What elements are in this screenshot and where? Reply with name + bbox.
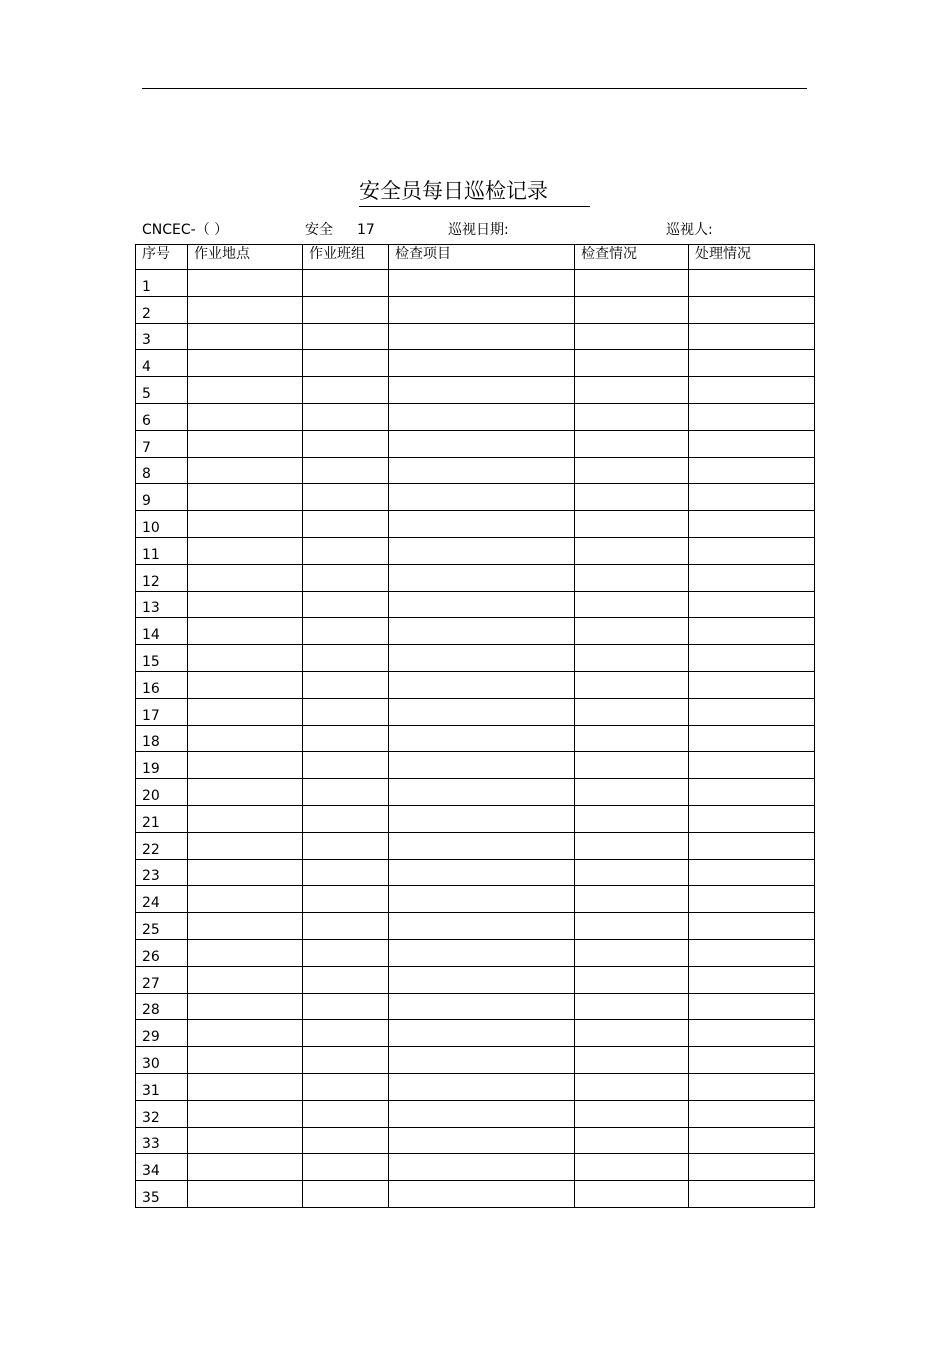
cell-location[interactable]	[188, 591, 303, 618]
cell-location[interactable]	[188, 779, 303, 806]
cell-location[interactable]	[188, 296, 303, 323]
table-row	[136, 403, 815, 430]
table-row	[136, 618, 815, 645]
inspector-label: 巡视人:	[666, 222, 713, 238]
cell-location[interactable]	[188, 832, 303, 859]
cell-status[interactable]	[575, 296, 689, 323]
cell-location[interactable]	[188, 1181, 303, 1208]
cell-item[interactable]	[389, 725, 575, 752]
cell-status[interactable]	[575, 832, 689, 859]
row-number: 6	[136, 403, 188, 430]
cell-status[interactable]	[575, 1127, 689, 1154]
cell-status[interactable]	[575, 270, 689, 297]
cell-team[interactable]	[303, 618, 389, 645]
inspection-record-table	[135, 244, 815, 1208]
cell-item[interactable]	[389, 1020, 575, 1047]
table-row	[136, 1073, 815, 1100]
table-row	[136, 939, 815, 966]
table-row	[136, 805, 815, 832]
row-number: 14	[136, 618, 188, 645]
cell-item[interactable]	[389, 430, 575, 457]
cell-team[interactable]	[303, 564, 389, 591]
cell-team[interactable]	[303, 645, 389, 672]
cell-handling[interactable]	[689, 1073, 815, 1100]
cell-handling[interactable]	[689, 618, 815, 645]
cell-location[interactable]	[188, 859, 303, 886]
cell-item[interactable]	[389, 457, 575, 484]
column-header-status: 检查情况	[575, 245, 689, 270]
cell-item[interactable]	[389, 564, 575, 591]
cell-handling[interactable]	[689, 350, 815, 377]
safety-number: 17	[357, 222, 375, 238]
cell-handling[interactable]	[689, 296, 815, 323]
cell-item[interactable]	[389, 859, 575, 886]
cell-item[interactable]	[389, 832, 575, 859]
cell-status[interactable]	[575, 805, 689, 832]
cell-team[interactable]	[303, 484, 389, 511]
cell-location[interactable]	[188, 913, 303, 940]
cell-item[interactable]	[389, 511, 575, 538]
cell-handling[interactable]	[689, 698, 815, 725]
cell-status[interactable]	[575, 591, 689, 618]
cell-team[interactable]	[303, 1073, 389, 1100]
cell-item[interactable]	[389, 591, 575, 618]
cell-status[interactable]	[575, 1100, 689, 1127]
cell-handling[interactable]	[689, 323, 815, 350]
table-row	[136, 457, 815, 484]
cell-team[interactable]	[303, 403, 389, 430]
cell-status[interactable]	[575, 859, 689, 886]
table-row	[136, 1127, 815, 1154]
cell-item[interactable]	[389, 645, 575, 672]
cell-handling[interactable]	[689, 591, 815, 618]
column-header-location: 作业地点	[188, 245, 303, 270]
cell-handling[interactable]	[689, 537, 815, 564]
row-number: 27	[136, 966, 188, 993]
cell-team[interactable]	[303, 591, 389, 618]
cell-team[interactable]	[303, 537, 389, 564]
cell-status[interactable]	[575, 698, 689, 725]
cell-handling[interactable]	[689, 1154, 815, 1181]
cell-status[interactable]	[575, 377, 689, 404]
cell-status[interactable]	[575, 511, 689, 538]
cell-item[interactable]	[389, 939, 575, 966]
cell-status[interactable]	[575, 752, 689, 779]
cell-handling[interactable]	[689, 752, 815, 779]
cell-handling[interactable]	[689, 430, 815, 457]
row-number: 18	[136, 725, 188, 752]
cell-handling[interactable]	[689, 403, 815, 430]
cell-status[interactable]	[575, 939, 689, 966]
row-number: 25	[136, 913, 188, 940]
cell-handling[interactable]	[689, 966, 815, 993]
table-row	[136, 645, 815, 672]
row-number: 34	[136, 1154, 188, 1181]
cell-item[interactable]	[389, 618, 575, 645]
cell-team[interactable]	[303, 457, 389, 484]
row-number: 35	[136, 1181, 188, 1208]
table-row	[136, 966, 815, 993]
cell-location[interactable]	[188, 511, 303, 538]
cell-status[interactable]	[575, 1073, 689, 1100]
row-number: 32	[136, 1100, 188, 1127]
cell-status[interactable]	[575, 993, 689, 1020]
table-row	[136, 859, 815, 886]
cell-location[interactable]	[188, 618, 303, 645]
cell-location[interactable]	[188, 1020, 303, 1047]
cell-item[interactable]	[389, 323, 575, 350]
cell-status[interactable]	[575, 350, 689, 377]
cell-location[interactable]	[188, 564, 303, 591]
safety-label: 安全	[305, 222, 333, 238]
row-number: 3	[136, 323, 188, 350]
table-row	[136, 564, 815, 591]
cell-team[interactable]	[303, 350, 389, 377]
cell-status[interactable]	[575, 1181, 689, 1208]
row-number: 28	[136, 993, 188, 1020]
cell-handling[interactable]	[689, 913, 815, 940]
cell-location[interactable]	[188, 1100, 303, 1127]
page-title: 安全员每日巡检记录	[359, 176, 590, 207]
cell-location[interactable]	[188, 671, 303, 698]
cell-item[interactable]	[389, 1127, 575, 1154]
cell-location[interactable]	[188, 805, 303, 832]
cell-handling[interactable]	[689, 859, 815, 886]
table-header-row	[136, 245, 815, 270]
row-number: 5	[136, 377, 188, 404]
inspection-date-label: 巡视日期:	[448, 222, 509, 238]
cell-status[interactable]	[575, 457, 689, 484]
cell-item[interactable]	[389, 698, 575, 725]
cell-item[interactable]	[389, 752, 575, 779]
row-number: 31	[136, 1073, 188, 1100]
column-header-team: 作业班组	[303, 245, 389, 270]
table-body	[136, 270, 815, 1208]
cell-team[interactable]	[303, 671, 389, 698]
cell-team[interactable]	[303, 752, 389, 779]
table-row	[136, 430, 815, 457]
cell-location[interactable]	[188, 350, 303, 377]
cell-status[interactable]	[575, 1020, 689, 1047]
cell-status[interactable]	[575, 430, 689, 457]
cell-item[interactable]	[389, 1100, 575, 1127]
cell-handling[interactable]	[689, 1127, 815, 1154]
cell-team[interactable]	[303, 966, 389, 993]
table-row	[136, 1154, 815, 1181]
cell-item[interactable]	[389, 993, 575, 1020]
cell-location[interactable]	[188, 752, 303, 779]
table-row	[136, 377, 815, 404]
table-row	[136, 1181, 815, 1208]
table-row	[136, 511, 815, 538]
cell-handling[interactable]	[689, 1047, 815, 1074]
column-header-handling: 处理情况	[689, 245, 815, 270]
table-row	[136, 296, 815, 323]
cell-item[interactable]	[389, 537, 575, 564]
cell-status[interactable]	[575, 618, 689, 645]
cell-item[interactable]	[389, 377, 575, 404]
cell-location[interactable]	[188, 725, 303, 752]
cell-item[interactable]	[389, 913, 575, 940]
cell-item[interactable]	[389, 779, 575, 806]
cell-handling[interactable]	[689, 1020, 815, 1047]
cell-location[interactable]	[188, 537, 303, 564]
cell-location[interactable]	[188, 430, 303, 457]
cell-handling[interactable]	[689, 377, 815, 404]
table-row	[136, 779, 815, 806]
cell-location[interactable]	[188, 698, 303, 725]
table-row	[136, 752, 815, 779]
cell-item[interactable]	[389, 1154, 575, 1181]
row-number: 10	[136, 511, 188, 538]
table-row	[136, 725, 815, 752]
row-number: 13	[136, 591, 188, 618]
cell-team[interactable]	[303, 886, 389, 913]
cell-team[interactable]	[303, 805, 389, 832]
table-row	[136, 323, 815, 350]
row-number: 4	[136, 350, 188, 377]
cell-item[interactable]	[389, 671, 575, 698]
table-row	[136, 537, 815, 564]
table-row	[136, 1100, 815, 1127]
header-rule	[142, 88, 807, 89]
cell-team[interactable]	[303, 1047, 389, 1074]
cell-item[interactable]	[389, 296, 575, 323]
cell-status[interactable]	[575, 403, 689, 430]
cell-handling[interactable]	[689, 939, 815, 966]
table-row	[136, 350, 815, 377]
cell-status[interactable]	[575, 564, 689, 591]
row-number: 26	[136, 939, 188, 966]
cell-handling[interactable]	[689, 1100, 815, 1127]
table-row	[136, 698, 815, 725]
row-number: 30	[136, 1047, 188, 1074]
cell-handling[interactable]	[689, 645, 815, 672]
cell-team[interactable]	[303, 511, 389, 538]
cell-status[interactable]	[575, 671, 689, 698]
cell-location[interactable]	[188, 886, 303, 913]
row-number: 8	[136, 457, 188, 484]
cell-handling[interactable]	[689, 671, 815, 698]
cell-team[interactable]	[303, 430, 389, 457]
table-row	[136, 1047, 815, 1074]
row-number: 15	[136, 645, 188, 672]
table-row	[136, 671, 815, 698]
cell-team[interactable]	[303, 1100, 389, 1127]
row-number: 33	[136, 1127, 188, 1154]
cell-location[interactable]	[188, 1073, 303, 1100]
cell-team[interactable]	[303, 779, 389, 806]
cell-item[interactable]	[389, 966, 575, 993]
cell-item[interactable]	[389, 484, 575, 511]
cell-handling[interactable]	[689, 725, 815, 752]
cell-handling[interactable]	[689, 993, 815, 1020]
cell-team[interactable]	[303, 1127, 389, 1154]
cell-item[interactable]	[389, 805, 575, 832]
cell-item[interactable]	[389, 1073, 575, 1100]
cell-status[interactable]	[575, 323, 689, 350]
cell-status[interactable]	[575, 537, 689, 564]
row-number: 20	[136, 779, 188, 806]
cell-location[interactable]	[188, 377, 303, 404]
cell-handling[interactable]	[689, 805, 815, 832]
cell-status[interactable]	[575, 725, 689, 752]
row-number: 19	[136, 752, 188, 779]
cell-team[interactable]	[303, 1181, 389, 1208]
cell-location[interactable]	[188, 323, 303, 350]
cell-team[interactable]	[303, 859, 389, 886]
cell-team[interactable]	[303, 1020, 389, 1047]
row-number: 2	[136, 296, 188, 323]
table-row	[136, 591, 815, 618]
row-number: 17	[136, 698, 188, 725]
cell-location[interactable]	[188, 939, 303, 966]
cell-status[interactable]	[575, 484, 689, 511]
row-number: 12	[136, 564, 188, 591]
row-number: 24	[136, 886, 188, 913]
cell-handling[interactable]	[689, 1181, 815, 1208]
cell-location[interactable]	[188, 484, 303, 511]
cell-team[interactable]	[303, 296, 389, 323]
cell-handling[interactable]	[689, 886, 815, 913]
row-number: 1	[136, 270, 188, 297]
row-number: 9	[136, 484, 188, 511]
cell-status[interactable]	[575, 1047, 689, 1074]
cell-team[interactable]	[303, 377, 389, 404]
table-row	[136, 913, 815, 940]
cell-location[interactable]	[188, 1154, 303, 1181]
cell-handling[interactable]	[689, 779, 815, 806]
table-row	[136, 1020, 815, 1047]
row-number: 16	[136, 671, 188, 698]
cell-location[interactable]	[188, 993, 303, 1020]
cell-team[interactable]	[303, 698, 389, 725]
cell-team[interactable]	[303, 1154, 389, 1181]
cell-handling[interactable]	[689, 832, 815, 859]
cell-handling[interactable]	[689, 564, 815, 591]
row-number: 21	[136, 805, 188, 832]
cell-location[interactable]	[188, 1047, 303, 1074]
cell-team[interactable]	[303, 725, 389, 752]
cell-item[interactable]	[389, 350, 575, 377]
cell-status[interactable]	[575, 966, 689, 993]
cell-item[interactable]	[389, 886, 575, 913]
row-number: 22	[136, 832, 188, 859]
cell-location[interactable]	[188, 270, 303, 297]
cell-item[interactable]	[389, 1181, 575, 1208]
column-header-item: 检查项目	[389, 245, 575, 270]
cell-handling[interactable]	[689, 270, 815, 297]
cell-status[interactable]	[575, 779, 689, 806]
cell-team[interactable]	[303, 993, 389, 1020]
table-row	[136, 832, 815, 859]
table-row	[136, 886, 815, 913]
cell-status[interactable]	[575, 886, 689, 913]
cell-item[interactable]	[389, 403, 575, 430]
row-number: 7	[136, 430, 188, 457]
cell-handling[interactable]	[689, 457, 815, 484]
cell-team[interactable]	[303, 323, 389, 350]
cell-location[interactable]	[188, 1127, 303, 1154]
cell-handling[interactable]	[689, 511, 815, 538]
document-code: CNCEC-（ ）	[142, 222, 229, 238]
cell-item[interactable]	[389, 270, 575, 297]
row-number: 23	[136, 859, 188, 886]
cell-location[interactable]	[188, 457, 303, 484]
cell-team[interactable]	[303, 913, 389, 940]
cell-item[interactable]	[389, 1047, 575, 1074]
cell-status[interactable]	[575, 913, 689, 940]
cell-team[interactable]	[303, 832, 389, 859]
cell-location[interactable]	[188, 966, 303, 993]
cell-status[interactable]	[575, 645, 689, 672]
cell-location[interactable]	[188, 645, 303, 672]
cell-team[interactable]	[303, 939, 389, 966]
table-row	[136, 270, 815, 297]
table-row	[136, 484, 815, 511]
row-number: 11	[136, 537, 188, 564]
row-number: 29	[136, 1020, 188, 1047]
cell-location[interactable]	[188, 403, 303, 430]
cell-handling[interactable]	[689, 484, 815, 511]
column-header-no: 序号	[136, 245, 188, 270]
cell-team[interactable]	[303, 270, 389, 297]
cell-status[interactable]	[575, 1154, 689, 1181]
table-row	[136, 993, 815, 1020]
